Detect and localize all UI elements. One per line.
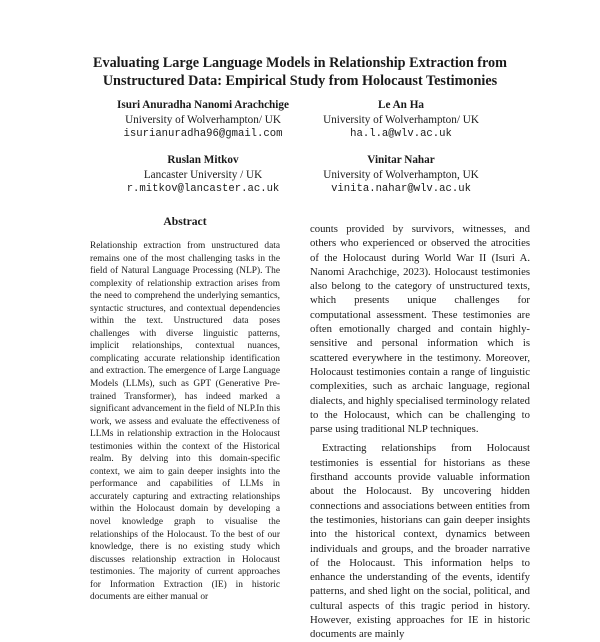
author-affiliation: University of Wolverhampton/ UK <box>125 113 281 126</box>
author-email: ha.l.a@wlv.ac.uk <box>350 128 452 141</box>
author-name: Ruslan Mitkov <box>167 154 239 166</box>
author-email: r.mitkov@lancaster.ac.uk <box>126 183 280 196</box>
body-column <box>310 222 530 642</box>
title-line-2: Unstructured Data: Empirical Study from Holocaust Testimonies <box>102 73 498 89</box>
body-paragraph-2: Extracting relationships from Holocaust testimonies is essential for historians as these firsthand accounts provide valuable information about the Holocaust. By uncovering hidden connections and associations between entities from the testimonies, historians can gain deeper insights into the historical context, dynamics between individuals and groups, and the broader narrative of the Holocaust. This information helps to enhance the understanding of the events, identify patterns, and shed light on the social, political, and cultural aspects of this tragic period in history. However, existing approaches for IE in historic documents are mainly <box>310 442 530 641</box>
abstract-column <box>90 240 280 604</box>
author-name: Isuri Anuradha Nanomi Arachchige <box>117 99 289 111</box>
author-email: isurianuradha96@gmail.com <box>123 128 283 141</box>
author-affiliation: Lancaster University / UK <box>143 168 263 181</box>
author-block <box>281 98 521 142</box>
author-affiliation: University of Wolverhampton/ UK <box>323 113 479 126</box>
author-name: Vinitar Nahar <box>367 154 435 166</box>
title-line-1: Evaluating Large Language Models in Relationship Extraction from <box>93 55 507 71</box>
abstract-text: Relationship extraction from unstructured data remains one of the most challenging tasks in the field of Natural Language Processing (NLP). The complexity of relationship extraction arises from the need to comprehend the underlying semantics, syntactic structures, and contextual dependencies within the text. Unstructured data poses challenges with diverse linguistic patterns, implicit relationships, contextual nuances, complicating accurate relationship identification and extraction. The emergence of Large Language Models (LLMs), such as GPT (Generative Pre-trained Transformer), has indeed marked a significant advancement in the field of NLP.In this work, we assess and evaluate the effectiveness of LLMs in relationship extraction in the Holocaust testimonies within the context of the Historical realm. By delving into this domain-specific context, we aim to gain deeper insights into the performance and capabilities of LLMs in accurately capturing and extracting relationships within the Holocaust domain by developing a novel knowledge graph to visualise the relationships of the Holocaust. To the best of our knowledge, there is no existing study which discusses relationship extraction in Holocaust testimonies. The majority of current approaches for Information Extraction (IE) in historic documents are either manual or <box>90 241 280 603</box>
author-email: vinita.nahar@wlv.ac.uk <box>331 183 471 196</box>
paper-title <box>0 54 600 90</box>
body-paragraph-1: counts provided by survivors, witnesses, and others who experienced or observed the atrocities of the Holocaust during World War II (Isuri A. Nanomi Arachchige, 2023). Holocaust testimonies also belong to the category of unstructured texts, which presents unique challenges for computational assessment. These testimonies are often emotionally charged and contain highly-sensitive and personal information which is scattered everywhere in the testimony. Moreover, Holocaust testimonies contain a range of linguistic complexities, such as archaic language, regional dialects, and highly specialised terminology related to the Holocaust, which can be challenging to parse using traditional NLP techniques. <box>310 223 530 436</box>
abstract-heading: Abstract <box>163 215 207 228</box>
author-name: Le An Ha <box>377 99 424 111</box>
author-block <box>281 153 521 197</box>
author-affiliation: University of Wolverhampton, UK <box>323 168 479 181</box>
